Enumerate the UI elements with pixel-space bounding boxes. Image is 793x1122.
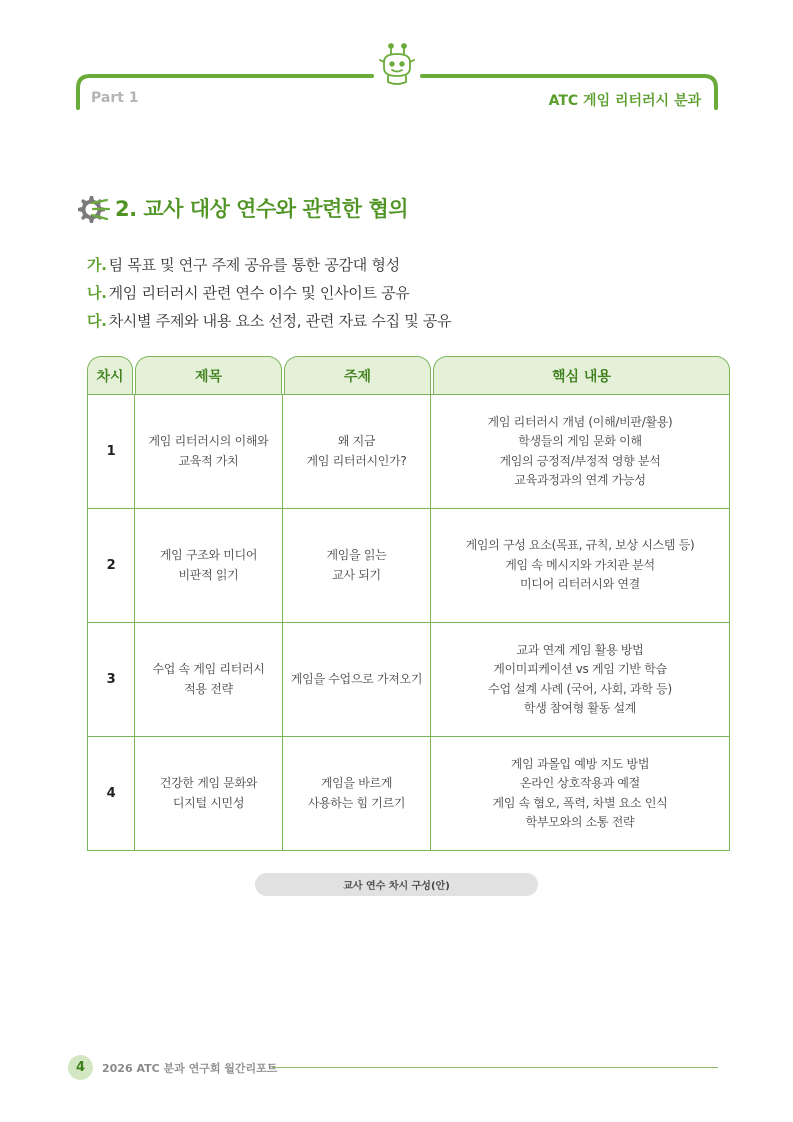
row-number: 3	[87, 623, 134, 736]
cell-line: 사용하는 힘 기르기	[307, 795, 406, 810]
row-content	[430, 395, 730, 508]
cell-line: 게임의 구성 요소(목표, 규칙, 보상 시스템 등)	[465, 538, 695, 553]
cell-line: 게임 속 메시지와 가치관 분석	[505, 557, 655, 572]
robot-mascot-icon	[380, 44, 414, 84]
row-topic	[282, 395, 430, 508]
page-number: 4	[68, 1055, 93, 1080]
cell-line: 미디어 리터러시와 연결	[520, 577, 640, 592]
row-topic	[282, 737, 430, 850]
part-label: Part 1	[91, 90, 139, 106]
sub-list	[87, 254, 451, 338]
cell-line: 수업 속 게임 리터러시	[152, 662, 265, 676]
cell-line: 비판적 읽기	[178, 567, 239, 582]
sub-item-marker: 나.	[87, 284, 107, 302]
cell-line: 게임의 긍정적/부정적 영향 분석	[499, 453, 661, 468]
cell-line: 게임 구조와 미디어	[159, 548, 258, 562]
row-number: 1	[87, 395, 134, 508]
sub-item	[87, 254, 451, 282]
cell-line: 디지털 시민성	[172, 795, 245, 810]
cell-line: 왜 지금	[337, 434, 376, 448]
row-title	[134, 623, 282, 736]
sub-item	[87, 310, 451, 338]
table-caption: 교사 연수 차시 구성(안)	[255, 873, 538, 896]
cell-line: 교육과정과의 연계 가능성	[514, 473, 646, 487]
cell-line: 게임을 수업으로 가져오기	[290, 671, 423, 686]
cell-line: 교사 되기	[332, 567, 381, 582]
table-header	[87, 356, 730, 394]
row-content	[430, 509, 730, 622]
session-table	[87, 356, 730, 851]
cell-line: 게임을 읽는	[326, 548, 387, 562]
cell-line: 게임 리터러시 개념 (이해/비판/활용)	[487, 414, 673, 429]
series-label: ATC 게임 리터러시 분과	[548, 93, 701, 109]
gear-icon	[76, 193, 110, 225]
row-topic	[282, 623, 430, 736]
row-title	[134, 509, 282, 622]
cell-line: 온라인 상호작용과 예절	[520, 776, 640, 790]
header-content: 핵심 내용	[433, 356, 730, 394]
footer-title: 2026 ATC 분과 연구회 월간리포트	[102, 1062, 278, 1075]
sub-item-text: 팀 목표 및 연구 주제 공유를 통한 공감대 형성	[108, 256, 400, 274]
sub-item-marker: 다.	[87, 312, 107, 330]
header-topic: 주제	[284, 356, 431, 394]
section-title: 2. 교사 대상 연수와 관련한 협의	[115, 197, 409, 221]
row-number: 4	[87, 737, 134, 850]
cell-line: 적용 전략	[184, 681, 233, 696]
sub-item-text: 게임 리터러시 관련 연수 이수 및 인사이트 공유	[108, 284, 410, 302]
cell-line: 게이미피케이션 vs 게임 기반 학습	[493, 662, 667, 676]
row-content	[430, 623, 730, 736]
cell-line: 게임 과몰입 예방 지도 방법	[510, 756, 650, 771]
cell-line: 수업 설계 사례 (국어, 사회, 과학 등)	[488, 681, 672, 696]
row-title	[134, 395, 282, 508]
header-session: 차시	[87, 356, 133, 394]
cell-line: 건강한 게임 문화와	[159, 776, 258, 790]
table-row	[87, 509, 730, 623]
cell-line: 게임 리터러시인가?	[306, 453, 407, 468]
table-row	[87, 623, 730, 737]
row-content	[430, 737, 730, 850]
table-row	[87, 395, 730, 509]
cell-line: 게임 속 혐오, 폭력, 차별 요소 인식	[492, 795, 668, 810]
table-row	[87, 737, 730, 851]
table-body	[87, 394, 730, 851]
cell-line: 교육적 가치	[178, 453, 239, 468]
cell-line: 학부모와의 소통 전략	[525, 815, 635, 829]
cell-line: 교과 연계 게임 활용 방법	[516, 642, 644, 657]
footer-divider	[272, 1067, 718, 1068]
cell-line: 게임 리터러시의 이해와	[148, 434, 269, 448]
row-number: 2	[87, 509, 134, 622]
sub-item-text: 차시별 주제와 내용 요소 선정, 관련 자료 수집 및 공유	[108, 312, 452, 330]
cell-line: 학생 참여형 활동 설계	[523, 701, 637, 715]
sub-item	[87, 282, 451, 310]
cell-line: 게임을 바르게	[320, 776, 393, 790]
header-title: 제목	[135, 356, 282, 394]
row-topic	[282, 509, 430, 622]
cell-line: 학생들의 게임 문화 이해	[518, 434, 642, 448]
row-title	[134, 737, 282, 850]
sub-item-marker: 가.	[87, 256, 107, 274]
